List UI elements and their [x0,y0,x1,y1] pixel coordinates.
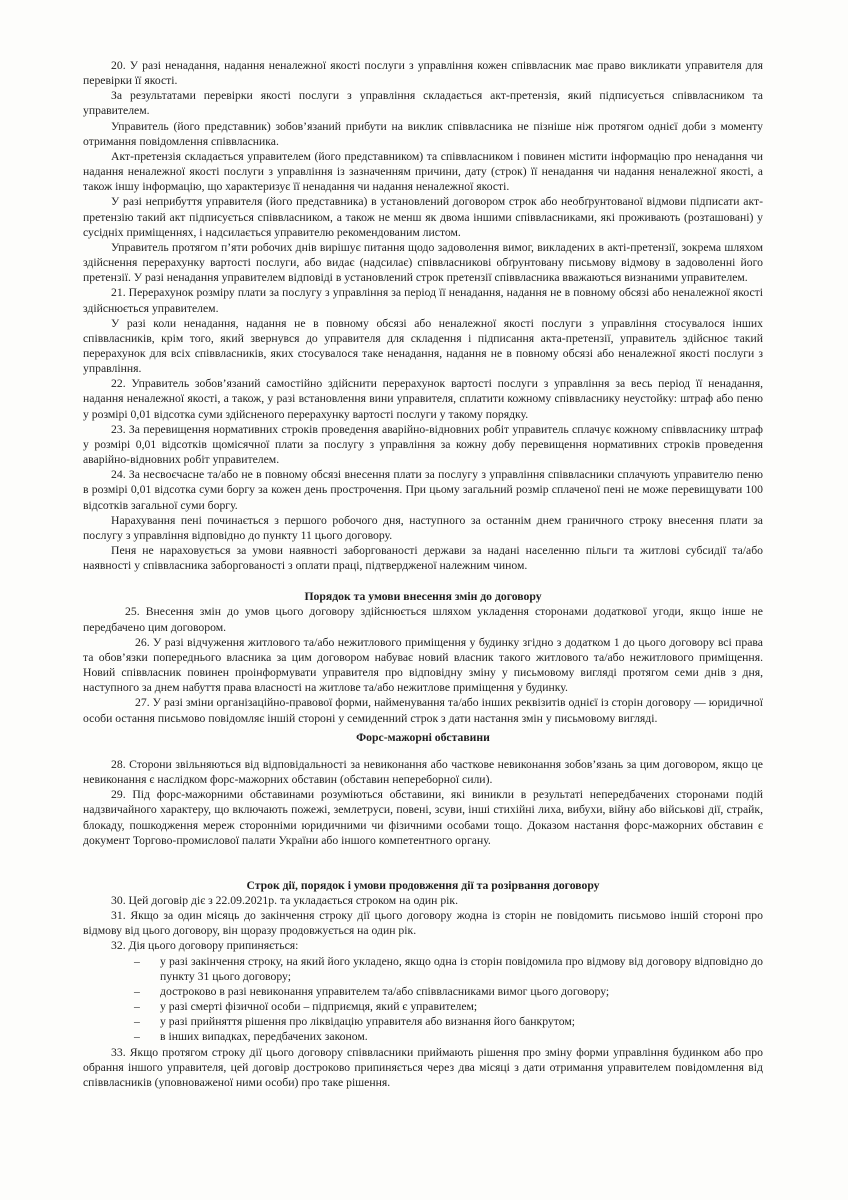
list-item [83,1014,763,1029]
list-item-text: у разі смерті фізичної особи – підприємця, який є управителем; [160,1000,478,1014]
list-item [83,954,763,984]
clause-20-paragraph: За результатами перевірки якості послуги з управління складається акт-претензія, який підписується співвласником та управителем. [83,89,763,118]
clause-20-paragraph: Акт-претензія складається управителем (його представником) та співвласником і повинен містити інформацію про ненадання чи надання неналежної якості послуги з управління із зазначенням причини, дату (строк) її ненадання чи надання неналежної якості, а також іншу інформацію, що характеризує її ненадання чи надання неналежної якості. [83,149,763,194]
clause-26: 26. У разі відчуження житлового та/або нежитлового приміщення у будинку згідно з додатком 1 до цього договору всі права та обов’язки попереднього власника за цим договором набуває новий власник такого житлового та/або нежитлового приміщення. Новий співвласник повинен проінформувати управителя про відповідну зміну у письмовому вигляді протягом семи днів з дня, наступного за днем набуття права власності на житлове та/або нежитлове приміщення у будинку. [83,635,763,695]
clause-33: 33. Якщо протягом строку дії цього договору співвласники приймають рішення про зміну форми управління будинком або про обрання іншого управителя, цей договір достроково припиняється через два місяці з дати отримання управителем повідомлення від співвласників (уповноваженої ними особи) про таке рішення. [83,1045,763,1089]
clause-20-paragraph: Управитель (його представник) зобов’язаний прибути на виклик співвласника не пізніше ніж протягом однієї доби з моменту отримання повідомлення співвласника. [83,119,763,148]
clause-27: 27. У разі зміни організаційно-правової форми, найменування та/або інших реквізитів однієї із сторін договору — юридичної особи остання письмово повідомляє іншій стороні у семиденний строк з дати настання змін у письмовому вигляді. [83,696,763,725]
section-heading-force-majeure: Форс-мажорні обставини [356,730,490,744]
clause-25: 25. Внесення змін до умов цього договору здійснюється шляхом укладення сторонами додаткової угоди, якщо інше не передбачено цим договором. [83,605,763,634]
dash-bullet: – [134,1030,140,1044]
list-item-text: у разі прийняття рішення про ліквідацію управителя або визнання його банкрутом; [160,1015,575,1029]
clause-21-paragraph: У разі коли ненадання, надання не в повному обсязі або неналежної якості послуги з управління стосувалося інших співвласників, крім того, який звернувся до управителя для складення і підписання акта-претензії, управитель здійснює такий перерахунок для всіх співвласників, яких стосувалося таке ненадання, надання не в повному обсязі або неналежної якості послуги з управління. [83,316,763,376]
section-heading-changes: Порядок та умови внесення змін до договору [304,590,542,604]
list-item [83,984,763,999]
document-page [83,58,763,1090]
clause-24: 24. За несвоєчасне та/або не в повному обсязі внесення плати за послугу з управління співвласники сплачують управителю пеню в розмірі 0,01 відсотка суми боргу за кожен день прострочення. При цьому загальний розмір сплаченої пені не може перевищувати 100 відсотків загальної суми боргу. [83,468,763,512]
dash-bullet: – [134,984,140,998]
list-item-text: у разі закінчення строку, на який його укладено, якщо одна із сторін повідомила про відмову від договору відповідно до пункту 31 цього договору; [160,954,763,983]
dash-bullet: – [134,954,140,968]
clause-29: 29. Під форс-мажорними обставинами розуміються обставини, які виникли в результаті непередбачених сторонами подій надзвичайного характеру, що включають пожежі, землетруси, повені, зсуви, інші стихійні лиха, вибухи, війну або військові дії, страйк, блокаду, пошкодження мереж сторонніми юридичними чи фізичними особами тощо. Доказом настання форс-мажорних обставин є документ Торгово-промислової палати України або іншого компетентного органу. [83,788,763,847]
termination-list [83,954,763,1045]
clause-22: 22. Управитель зобов’язаний самостійно здійснити перерахунок вартості послуги з управління за весь період її ненадання, надання неналежної якості, а також, у разі встановлення вини управителя, сплатити кожному співвласнику неустойку: штраф або пеню у розмірі 0,01 відсотка суми здійсненого перерахунку вартості послуги у такому порядку. [83,377,763,421]
clause-20-paragraph: У разі неприбуття управителя (його представника) в установлений договором строк або необґрунтованої відмови підписати акт-претензію такий акт підписується співвласником, а також не менш як двома іншими співвласниками, які проживають (розташовані) у сусідніх приміщеннях, і надсилається управителю рекомендованим листом. [83,195,763,239]
clause-31: 31. Якщо за один місяць до закінчення строку дії цього договору жодна із сторін не повідомить письмово іншій стороні про відмову від цього договору, він щоразу продовжується на один рік. [83,909,763,938]
clause-32: 32. Дія цього договору припиняється: [111,939,299,953]
clause-24-paragraph: Пеня не нараховується за умови наявності заборгованості держави за надані населенню пільги та житлові субсидії та/або наявності у співвласника заборгованості з оплати праці, підтвердженої належним чином. [83,544,763,573]
clause-24-paragraph: Нарахування пені починається з першого робочого дня, наступного за останнім днем граничного строку внесення плати за послугу з управління відповідно до пункту 11 цього договору. [83,513,763,542]
list-item [83,1029,763,1044]
clause-30: 30. Цей договір діє з 22.09.2021р. та укладається строком на один рік. [111,893,459,907]
dash-bullet: – [134,1015,140,1029]
dash-bullet: – [134,1000,140,1014]
list-item-text: в інших випадках, передбачених законом. [160,1030,368,1044]
clause-28: 28. Сторони звільняються від відповідальності за невиконання або часткове невиконання зобов’язань за цим договором, якщо це невиконання є наслідком форс-мажорних обставин (обставин непереборної сили). [83,757,763,787]
section-heading-term: Строк дії, порядок і умови продовження дії та розірвання договору [246,878,600,892]
clause-21: 21. Перерахунок розміру плати за послугу з управління за період її ненадання, надання не в повному обсязі або неналежної якості здійснюється управителем. [83,286,763,315]
clause-20: 20. У разі ненадання, надання неналежної якості послуги з управління кожен співвласник має право викликати управителя для перевірки її якості. [83,59,763,88]
clause-23: 23. За перевищення нормативних строків проведення аварійно-відновних робіт управитель сплачує кожному співвласнику штраф у розмірі 0,01 відсотків щомісячної плати за послугу з управління за кожну добу перевищення нормативних строків проведення аварійно-відновних робіт управителем. [83,422,763,467]
list-item-text: достроково в разі невиконання управителем та/або співвласниками вимог цього договору; [160,984,610,998]
list-item [83,999,763,1014]
clause-20-paragraph: Управитель протягом п’яти робочих днів вирішує питання щодо задоволення вимог, викладених в акті-претензії, зокрема шляхом здійснення перерахунку вартості послуги, або видає (надсилає) співвласникові обґрунтовану письмову відмову в задоволенні його претензії. У разі ненадання управителем відповіді в установлений строк претензії співвласника вважаються визнаними управителем. [83,240,763,285]
